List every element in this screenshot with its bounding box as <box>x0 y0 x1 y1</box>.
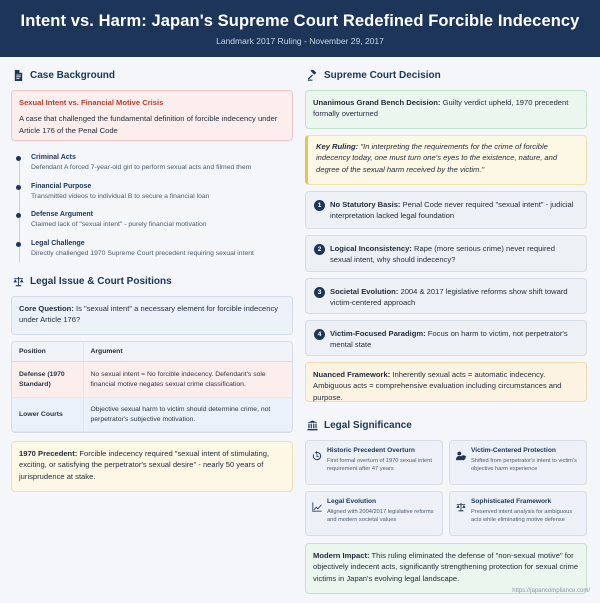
point-number: 3 <box>314 287 325 298</box>
user-shield-icon <box>456 447 466 478</box>
page-header <box>0 0 600 57</box>
legal-issue-heading: Legal Issue & Court Positions <box>11 274 293 288</box>
table-row: Defense (1970 Standard) No sexual intent = No forcible indecency. Defendant's sole financial motive negates sexual crime classification. <box>12 362 292 398</box>
case-background-heading: Case Background <box>11 68 293 82</box>
core-question-card: Core Question: Is "sexual intent" a necessary element for forcible indecency under Article 176? <box>11 296 293 335</box>
right-column <box>305 68 587 594</box>
crisis-text: A case that challenged the fundamental definition of forcible indecency under Article 176 of the Penal Code <box>19 114 278 135</box>
point-number: 4 <box>314 329 325 340</box>
decision-heading: Supreme Court Decision <box>305 68 587 82</box>
significance-grid <box>305 440 587 536</box>
landmark-icon <box>305 419 319 431</box>
modern-impact-card: Modern Impact: This ruling eliminated the defense of "non-sexual motive" for objectively indecent acts, significantly strengthening protection for sexual crime victims in Japan's evolving legal landscape. <box>305 543 587 594</box>
decision-point-card: 1 No Statutory Basis: Penal Code never required "sexual intent" - judicial interpretation lacked legal foundation <box>305 191 587 229</box>
case-timeline <box>17 154 293 268</box>
significance-item: Sophisticated Framework Preserved intent analysis for ambiguous acts while eliminating motive defense <box>449 491 587 536</box>
decision-point-card: 3 Societal Evolution: 2004 & 2017 legislative reforms show shift toward victim-centered approach <box>305 278 587 314</box>
balance-scale-icon <box>11 275 25 287</box>
significance-item: Historic Precedent Overturn First formal overturn of 1970 sexual intent requirement after 47 years <box>305 440 443 485</box>
timeline-dot <box>16 242 21 247</box>
timeline-dot <box>16 185 21 190</box>
timeline-item: Financial Purpose Transmitted videos to individual B to secure a financial loan <box>31 183 293 212</box>
significance-item: Victim-Centered Protection Shifted from perpetrator's intent to victim's objective harm experience <box>449 440 587 485</box>
table-header-argument: Argument <box>83 342 292 362</box>
table-header-position: Position <box>12 342 83 362</box>
timeline-item: Legal Challenge Directly challenged 1970 Supreme Court precedent requiring sexual intent <box>31 240 293 269</box>
footer-url: https://japancompliance.com/ <box>512 588 590 594</box>
left-column <box>11 68 293 492</box>
precedent-card: 1970 Precedent: Forcible indecency required "sexual intent of stimulating, exciting, or satisfying the perpetrator's sexual desire" - nearly 50 years of jurisprudence at stake. <box>11 441 293 492</box>
timeline-item: Defense Argument Claimed lack of "sexual intent" - purely financial motivation <box>31 211 293 240</box>
decision-point-card: 2 Logical Inconsistency: Rape (more serious crime) never required sexual intent, why should indecency? <box>305 235 587 272</box>
page-title: Intent vs. Harm: Japan's Supreme Court Redefined Forcible Indecency <box>20 12 580 30</box>
verdict-card: Unanimous Grand Bench Decision: Guilty verdict upheld, 1970 precedent formally overturned <box>305 90 587 129</box>
crisis-card <box>11 90 293 141</box>
positions-table <box>11 341 293 433</box>
gavel-icon <box>305 69 319 81</box>
chart-line-icon <box>312 498 322 529</box>
point-number: 1 <box>314 200 325 211</box>
key-ruling-card: Key Ruling: "In interpreting the requirements for the crime of forcible indecency today, one must turn one's eyes to the existence, nature, and degree of the sexual harm received by the victim." <box>305 135 587 185</box>
significance-item: Legal Evolution Aligned with 2004/2017 legislative reforms and modern societal values <box>305 491 443 536</box>
timeline-dot <box>16 156 21 161</box>
crisis-title: Sexual Intent vs. Financial Motive Crisis <box>19 98 164 107</box>
timeline-dot <box>16 213 21 218</box>
nuanced-framework-card: Nuanced Framework: Inherently sexual acts = automatic indecency. Ambiguous acts = comprehensive evaluation including circumstances and purpose. <box>305 362 587 402</box>
point-number: 2 <box>314 244 325 255</box>
page-subtitle: Landmark 2017 Ruling - November 29, 2017 <box>216 36 384 46</box>
file-icon <box>11 69 25 81</box>
timeline-item: Criminal Acts Defendant A forced 7-year-old girl to perform sexual acts and filmed them <box>31 154 293 183</box>
significance-heading: Legal Significance <box>305 418 587 432</box>
table-row: Lower Courts Objective sexual harm to victim should determine crime, not perpetrator's subjective motivation. <box>12 398 292 432</box>
balance-scale-icon <box>456 498 466 529</box>
decision-point-card: 4 Victim-Focused Paradigm: Focus on harm to victim, not perpetrator's mental state <box>305 320 587 356</box>
history-icon <box>312 447 322 478</box>
